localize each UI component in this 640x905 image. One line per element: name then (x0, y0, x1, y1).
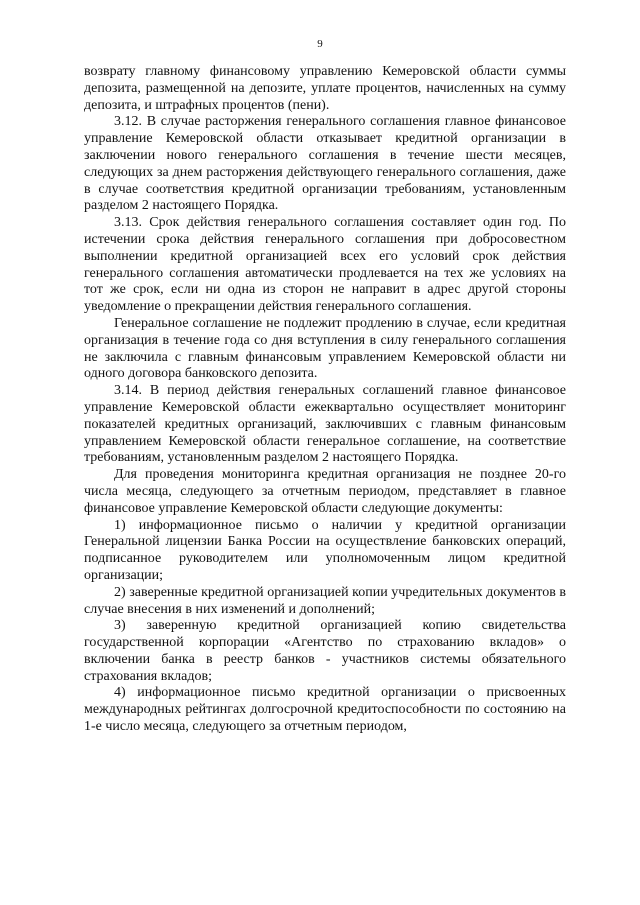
page-number: 9 (317, 38, 323, 50)
paragraph-3-14: 3.14. В период действия генеральных соглашений главное финансовое управление Кемеровской области ежеквартально осуществляет мониторинг показателей кредитных организаций, заключивших с главным финансовым управлением Кемеровской области генеральное соглашение, на соответствие требованиям, установленным разделом 2 настоящего Порядка. (84, 383, 566, 466)
list-item-international-ratings-letter: 4) информационное письмо кредитной организации о присвоенных международных рейтингах долгосрочной кредитоспособности по состоянию на 1-е число месяца, следующего за отчетным периодом, (84, 685, 566, 735)
list-item-license-letter: 1) информационное письмо о наличии у кредитной организации Генеральной лицензии Банка России на осуществление банковских операций, подписанное руководителем или уполномоченным лицом кредитной организации; (84, 517, 566, 583)
list-item-deposit-insurance-certificate: 3) заверенную кредитной организацией копию свидетельства государственной корпорации «Агентство по страхованию вкладов» о включении банка в реестр банков - участников системы обязательного страхования вкладов; (84, 618, 566, 684)
paragraph-3-12: 3.12. В случае расторжения генерального соглашения главное финансовое управление Кемеровской области отказывает кредитной организации в заключении нового генерального соглашения в течение шести месяцев, следующих за днем расторжения действующего генерального соглашения, даже в случае соответствия кредитной организации требованиям, установленным разделом 2 настоящего Порядка. (84, 114, 566, 214)
document-body (84, 64, 566, 736)
paragraph-3-13: 3.13. Срок действия генерального соглашения составляет один год. По истечении срока действия генерального соглашения при добросовестном выполнении кредитной организацией всех его условий срок действия генерального соглашения автоматически продлевается на тех же условиях на тот же срок, если ни одна из сторон не направит в адрес другой стороны уведомление о прекращении действия генерального соглашения. (84, 215, 566, 315)
paragraph-monitoring-documents: Для проведения мониторинга кредитная организация не позднее 20-го числа месяца, следующего за отчетным периодом, представляет в главное финансовое управление Кемеровской области следующие документы: (84, 467, 566, 516)
paragraph-continuation-deposit-return: возврату главному финансовому управлению Кемеровской области суммы депозита, размещенной на депозите, уплате процентов, начисленных на сумму депозита, и штрафных процентов (пени). (84, 64, 566, 113)
list-item-constituent-documents: 2) заверенные кредитной организацией копии учредительных документов в случае внесения в них изменений и дополнений; (84, 584, 566, 617)
paragraph-agreement-not-extended: Генеральное соглашение не подлежит продлению в случае, если кредитная организация в течение года со дня вступления в силу генерального соглашения не заключила с главным финансовым управлением Кемеровской области ни одного договора банковского депозита. (84, 315, 566, 382)
